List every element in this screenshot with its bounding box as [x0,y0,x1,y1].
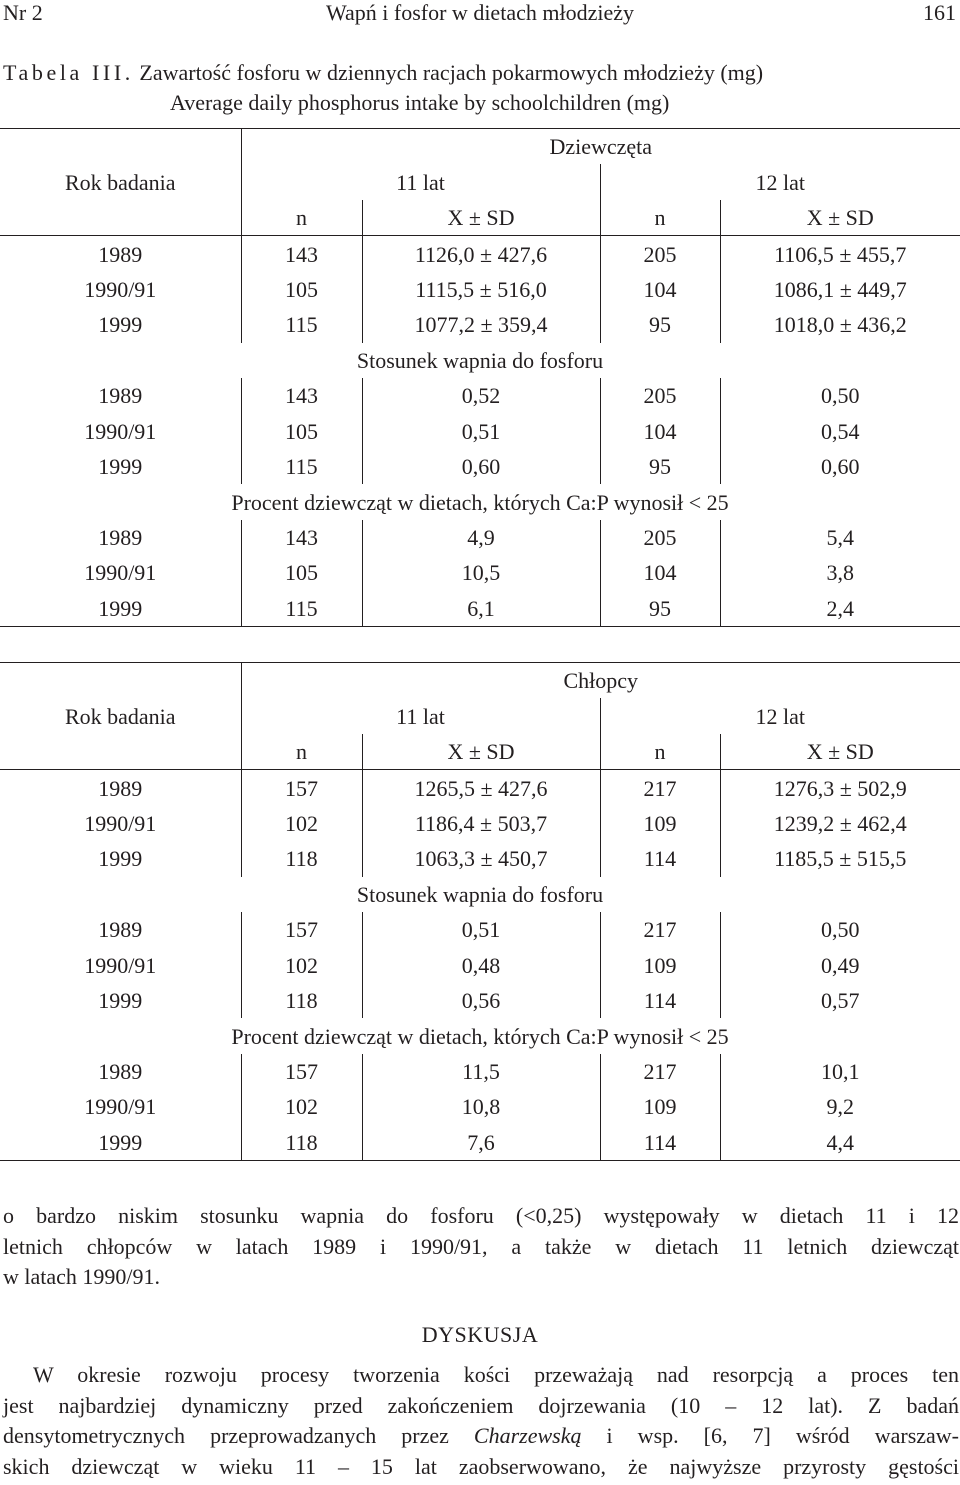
table-boys [0,662,960,1161]
table-title-pl: Zawartość fosforu w dziennych racjach pokarmowych młodzieży (mg) [139,60,764,85]
running-title: Wapń i fosfor w dietach młodzieży [326,0,634,25]
section-label-percent: Procent dziewcząt w dietach, których Ca:P wynosił < 25 [231,489,729,515]
table-row: 1990/91 102 0,48 109 0,49 [0,948,960,983]
table-row: 1999 115 6,1 95 2,4 [0,591,960,627]
table-row: 1999 118 0,56 114 0,57 [0,983,960,1018]
table-row: 1999 118 7,6 114 4,4 [0,1125,960,1161]
journal-issue: Nr 2 [3,0,43,25]
table-row: 1990/91 102 10,8 109 9,2 [0,1089,960,1124]
group-header: Chłopcy [563,668,639,694]
table-row: 1999 115 0,60 95 0,60 [0,449,960,484]
table-row: 1989 143 0,52 205 0,50 [0,378,960,413]
table-label: Tabela III. [3,60,134,85]
n-header: n [600,200,720,236]
col-year-header: Rok badania [0,129,241,200]
age-12-header: 12 lat [755,703,805,729]
paragraph-line: letnich chłopców w latach 1989 i 1990/91, a także w dietach 11 letnich dziewcząt [3,1233,959,1259]
age-11-header: 11 lat [241,164,600,199]
mean-sd-header: X ± SD [362,734,600,770]
mean-sd-header: X ± SD [720,200,960,236]
age-11-header: 11 lat [241,698,600,733]
table-row: 1989 143 1126,0 ± 427,6 205 1106,5 ± 455,7 [0,236,960,272]
blank-cell [0,200,241,236]
running-head [0,0,960,30]
table-row: 1989 157 11,5 217 10,1 [0,1054,960,1089]
n-header: n [241,200,362,236]
table-caption-pl [3,58,763,88]
paragraph-line: densytometrycznych przeprowadzanych przez Charzewską i wsp. [6, 7] wśród warszaw- [3,1423,959,1449]
group-header: Dziewczęta [549,134,653,160]
table-row: 1990/91 105 1115,5 ± 516,0 104 1086,1 ± 449,7 [0,272,960,307]
table-row: 1990/91 105 10,5 104 3,8 [0,555,960,590]
paragraph-line: o bardzo niskim stosunku wapnia do fosforu (<0,25) występowały w dietach 11 i 12 [3,1203,959,1228]
mean-sd-header: X ± SD [720,734,960,770]
table-row: 1989 143 4,9 205 5,4 [0,520,960,555]
author-name: Charzewską [473,1423,582,1449]
paragraph-line: skich dziewcząt w wieku 11 – 15 lat zaobserwowano, że najwyższe przyrosty gęstości [3,1453,959,1479]
age-12-header: 12 lat [755,169,806,195]
blank-cell [0,734,241,770]
body-paragraph [3,1360,959,1482]
body-paragraph [3,1201,959,1293]
table-row: 1990/91 102 1186,4 ± 503,7 109 1239,2 ± 462,4 [0,806,960,841]
table-row: 1999 118 1063,3 ± 450,7 114 1185,5 ± 515,5 [0,841,960,876]
n-header: n [241,734,362,770]
paragraph-line: W okresie rozwoju procesy tworzenia kości przeważają nad resorpcją a proces ten [33,1362,959,1387]
mean-sd-header: X ± SD [362,200,600,236]
section-label-ratio: Stosunek wapnia do fosforu [356,347,604,373]
table-row: 1989 157 0,51 217 0,50 [0,912,960,947]
section-label-ratio: Stosunek wapnia do fosforu [356,881,604,907]
table-row: 1999 115 1077,2 ± 359,4 95 1018,0 ± 436,2 [0,307,960,342]
section-heading: DYSKUSJA [421,1322,539,1347]
col-year-header: Rok badania [0,663,241,734]
table-title-en: Average daily phosphorus intake by schoolchildren (mg) [170,90,670,115]
table-row: 1990/91 105 0,51 104 0,54 [0,414,960,449]
section-label-percent: Procent dziewcząt w dietach, których Ca:P wynosił < 25 [231,1023,729,1049]
paragraph-line: w latach 1990/91. [3,1264,161,1290]
table-girls [0,128,960,627]
page-number: 161 [923,0,956,25]
table-row: 1989 157 1265,5 ± 427,6 217 1276,3 ± 502,9 [0,770,960,806]
n-header: n [600,734,720,770]
paragraph-line: jest najbardziej dynamiczny przed zakończeniem dojrzewania (10 – 12 lat). Z badań [3,1392,959,1418]
